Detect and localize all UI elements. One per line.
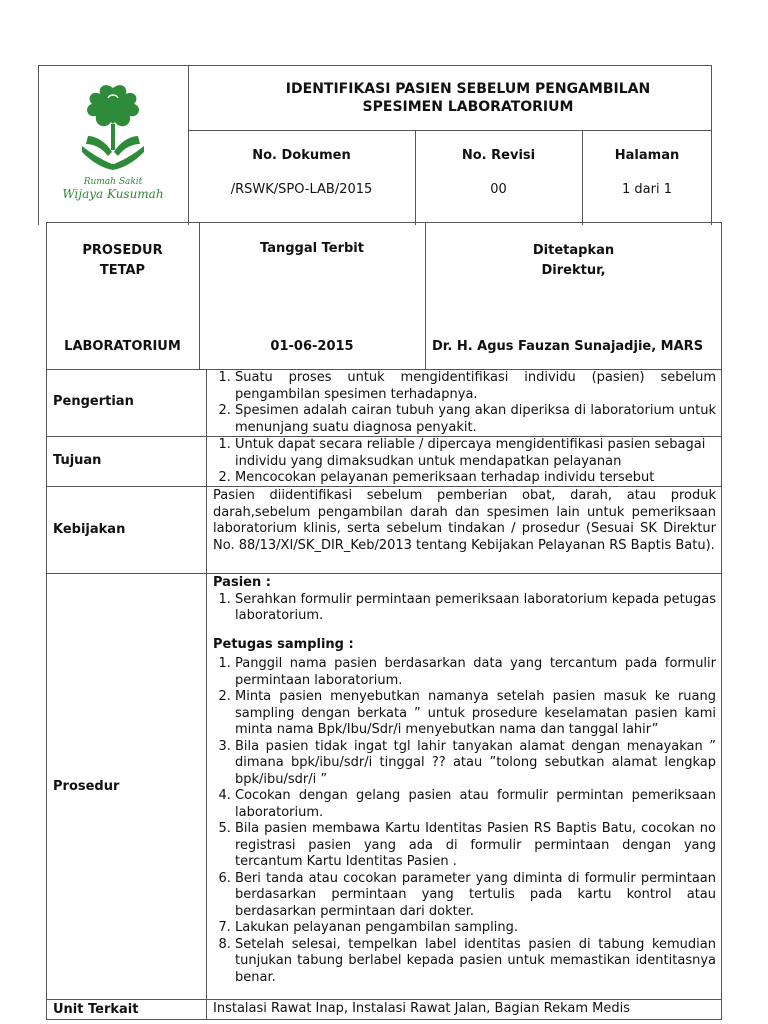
no-dokumen-label: No. Dokumen: [252, 148, 351, 163]
hospital-logo: [48, 80, 178, 205]
tujuan-content: [213, 437, 716, 487]
list-item: 6. Beri tanda atau cocokan parameter yang diminta di formulir permintaan berdasarkan permintaan yang tertulis pada kartu kontrol atau berdasarkan permintaan dari dokter.: [235, 871, 716, 921]
logo-name-top: Rumah Sakit: [83, 177, 143, 187]
pengertian-content: [213, 370, 716, 436]
list-item: 8. Setelah selesai, tempelkan label identitas pasien di tabung kemudian tunjukan tabung berlabel kepada pasien untuk memastikan identitasnya benar.: [235, 937, 716, 987]
ditetapkan-block: [425, 241, 722, 281]
tujuan-label: Tujuan: [53, 453, 102, 468]
rose-hands-logo-icon: [48, 80, 178, 175]
pasien-list: [213, 592, 716, 625]
list-item: 1. Panggil nama pasien berdasarkan data yang tercantum pada formulir permintaan laboratorium.: [235, 656, 716, 689]
petugas-list: [213, 656, 716, 986]
halaman-label: Halaman: [614, 148, 680, 163]
prosedur-content: [213, 575, 716, 986]
ditetapkan-line1: Ditetapkan: [532, 243, 615, 258]
signatory-name: Dr. H. Agus Fauzan Sunajadjie, MARS: [432, 339, 704, 354]
list-item: 1. Serahkan formulir permintaan pemeriksaan laboratorium kepada petugas laboratorium.: [235, 592, 716, 625]
section-label-divider: [206, 369, 207, 1020]
unit-name: LABORATORIUM: [64, 339, 181, 354]
list-item: 1. Untuk dapat secara reliable / dipercaya mengidentifikasi pasien sebagai individu yang dimaksudkan untuk mendapatkan pelayanan: [235, 437, 716, 470]
header-col-divider-1: [415, 130, 416, 225]
list-item: 2. Mencocokan pelayanan pemeriksaan terhadap individu tersebut: [235, 470, 716, 487]
unit-terkait-text: Instalasi Rawat Inap, Instalasi Rawat Jalan, Bagian Rekam Medis: [213, 1001, 630, 1016]
pengertian-label: Pengertian: [53, 394, 134, 409]
ditetapkan-line2: Direktur,: [541, 263, 606, 278]
tanggal-terbit-label: Tanggal Terbit: [260, 241, 364, 256]
list-item: 5. Bila pasien membawa Kartu Identitas Pasien RS Baptis Batu, cocokan no registrasi pasien yang ada di formulir permintaan dengan yang tercantum Kartu Identitas Pasien .: [235, 821, 716, 871]
prosedur-label-line1: PROSEDUR: [82, 243, 163, 258]
prosedur-tetap-label: [46, 241, 199, 281]
document-title-line2: SPESIMEN LABORATORIUM: [362, 99, 574, 115]
document-title: [188, 80, 748, 116]
list-item: 3. Bila pasien tidak ingat tgl lahir tanyakan alamat dengan menayakan ” dimana bpk/ibu/sdr/i tinggal ?? atau ”tolong sebutkan alamat lengkap bpk/ibu/sdr/i ”: [235, 739, 716, 789]
header-col-divider-2: [582, 130, 583, 225]
list-item: 1. Suatu proses untuk mengidentifikasi individu (pasien) sebelum pengambilan spesimen terhadapnya.: [235, 370, 716, 403]
header-title-divider: [188, 130, 712, 131]
kebijakan-label: Kebijakan: [53, 522, 126, 537]
list-item: 2. Minta pasien menyebutkan namanya setelah pasien masuk ke ruang sampling dengan berkata ” untuk prosedure keselamatan pasien kami minta nama Bpk/Ibu/Sdr/i menyebutkan nama dan tanggal lahir”: [235, 689, 716, 739]
pengertian-list: [213, 370, 716, 436]
halaman-value: 1 dari 1: [622, 182, 672, 197]
list-item: 7. Lakukan pelayanan pengambilan sampling.: [235, 920, 716, 937]
tujuan-list: [213, 437, 716, 487]
list-item: 2. Spesimen adalah cairan tubuh yang akan diperiksa di laboratorium untuk menunjang suatu diagnosa penyakit.: [235, 403, 716, 436]
no-dokumen-value: /RSWK/SPO-LAB/2015: [230, 182, 373, 197]
kebijakan-text: Pasien diidentifikasi sebelum pemberian obat, darah, atau produk darah,sebelum pengambilan darah dan spesimen lain untuk pemeriksaan laboratorium klinis, serta sebelum tindakan / prosedur (Sesuai SK Direktur No. 88/13/XI/SK_DIR_Keb/2013 tentang Kebijakan Pelayanan RS Baptis Batu).: [213, 488, 716, 553]
no-revisi-label: No. Revisi: [461, 148, 536, 163]
document-title-line1: IDENTIFIKASI PASIEN SEBELUM PENGAMBILAN: [285, 81, 651, 97]
petugas-heading: Petugas sampling :: [213, 636, 354, 652]
list-item: 4. Cocokan dengan gelang pasien atau formulir permintan pemeriksaan laboratorium.: [235, 788, 716, 821]
pasien-heading: Pasien :: [213, 575, 271, 590]
prosedur-label-line2: TETAP: [99, 263, 146, 278]
no-revisi-value: 00: [490, 182, 507, 197]
tanggal-terbit-value: 01-06-2015: [270, 339, 354, 354]
prosedur-label: Prosedur: [53, 779, 120, 794]
row-sep-kebijakan: [46, 573, 722, 574]
logo-name-main: Wijaya Kusumah: [62, 187, 164, 201]
unit-terkait-label: Unit Terkait: [53, 1002, 139, 1017]
